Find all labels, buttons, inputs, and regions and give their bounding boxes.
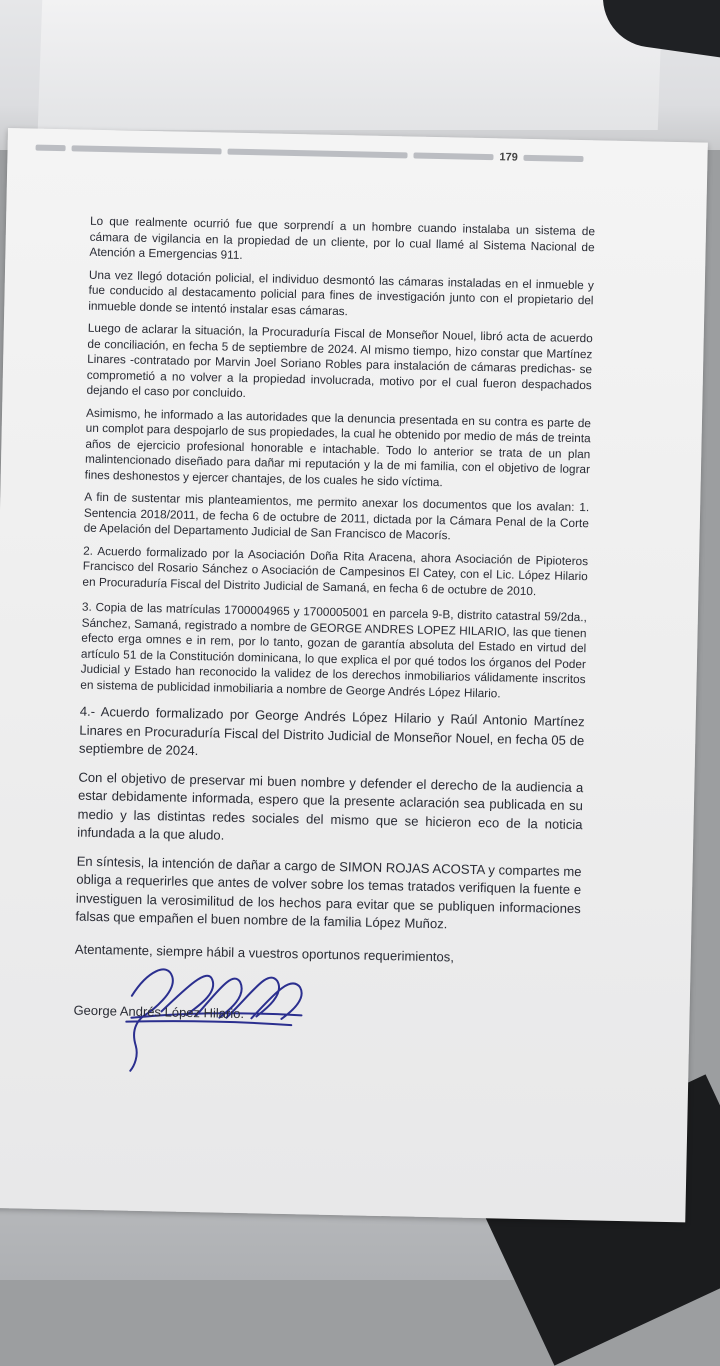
closing-line: Atentamente, siempre hábil a vuestros oportunos requerimientos, — [74, 941, 455, 965]
signature-block — [72, 940, 580, 1081]
page-number: 179 — [499, 151, 518, 164]
signatory-name: George Andrés López Hilario. — [73, 1002, 245, 1021]
paragraph: En síntesis, la intención de dañar a cargo de SIMON ROJAS ACOSTA y compartes me obliga a requerirles que antes de volver sobre los temas tratados verifiquen la fuente e investiguen la verosimilitud de los hechos para evitar que se publiquen informaciones falsas que empañen el buen nombre de la familia López Muñoz. — [75, 853, 582, 932]
page-header — [35, 141, 615, 167]
underlying-sheet — [38, 0, 663, 130]
list-item: 2. Acuerdo formalizado por la Asociación Doña Rita Aracena, ahora Asociación de Pipioteros Francisco del Rosario Sánchez o Asociación de Campesinos El Catey, con el Lic. López Hilario en Procuraduría Fiscal del Distrito Judicial de Samaná, en fecha 6 de octubre de 2010. — [82, 543, 589, 598]
letter-page — [0, 128, 708, 1222]
paragraph: A fin de sustentar mis planteamientos, me permito anexar los documentos que los avalan: 1. Sentencia 2018/2011, de fecha 6 de octubre de 2011, dictada por la Cámara Penal de la Corte de Apelación del Departamento Judicial de San Francisco de Macorís. — [83, 489, 590, 543]
header-blurred-text — [36, 145, 66, 152]
paragraph: Con el objetivo de preservar mi buen nombre y defender el derecho de la audiencia a estar debidamente informada, espero que la presente aclaración sea publicada en su medio y las distintas redes sociales del mismo que se hicieron eco de la noticia infundada a la que aludo. — [77, 769, 584, 843]
list-item: 4.- Acuerdo formalizado por George Andrés López Hilario y Raúl Antonio Martínez Linares en Procuraduría Fiscal del Distrito Judicial de Monseñor Nouel, en fecha 05 de septiembre de 2024. — [78, 703, 585, 759]
paragraph: Una vez llegó dotación policial, el individuo desmontó las cámaras instaladas en el inmueble y fue conducido al destacamento policial para fines de investigación junto con el propietario del inmueble donde se intentó instalar esas cámaras. — [88, 267, 594, 318]
header-blurred-text — [72, 145, 222, 154]
header-blurred-text — [227, 149, 407, 159]
paragraph: Luego de aclarar la situación, la Procuraduría Fiscal de Monseñor Nouel, libró acta de acuerdo de conciliación, en fecha 5 de septiembre de 2024. Al mismo tiempo, hizo constar que Martínez Linares -contratado por Marvin Joel Soriano Robles para instalación de cámaras predichas- se comprometió a no volver a la propiedad involucrada, motivo por el cual fueron despachados dejando el caso por concluido. — [86, 320, 593, 401]
header-blurred-text — [413, 152, 493, 160]
paragraph: Lo que realmente ocurrió fue que sorprendí a un hombre cuando instalaba un sistema de cámara de vigilancia en la propiedad de un cliente, por lo cual llamé al Sistema Nacional de Atención a Emergencias 911. — [89, 213, 596, 262]
list-item: 3. Copia de las matrículas 1700004965 y 1700005001 en parcela 9-B, distrito catastral 59/2da., Sánchez, Samaná, registrado a nombre de GEORGE ANDRES LOPEZ HILARIO, las que tienen efecto erga omnes e in rem, por lo tanto, gozan de garantía absoluta del Estado en virtud del artículo 51 de la Constitución dominicana, lo que explica el por qué todos los órganos del Poder Judicial y Estado han reconocido la validez de los derechos inmobiliarios válidamente inscritos en sistema de publicidad inmobiliaria a nombre de George Andrés López Hilario. — [80, 599, 588, 700]
table-surface-top — [0, 0, 720, 150]
letter-body — [72, 214, 595, 1081]
paragraph: Asimismo, he informado a las autoridades que la denuncia presentada en su contra es parte de un complot para despojarlo de sus propiedades, la cual he obtenido por medio de más de treinta años de ejercicio profesional honorable e intachable. Todo lo anterior se trata de un plan malintencionado diseñado para dañar mi reputación y la de mi familia, con el objetivo de lograr fines deshonestos y ejercer chantajes, de los cuales he sido víctima. — [84, 405, 592, 489]
header-blurred-text — [524, 155, 584, 162]
